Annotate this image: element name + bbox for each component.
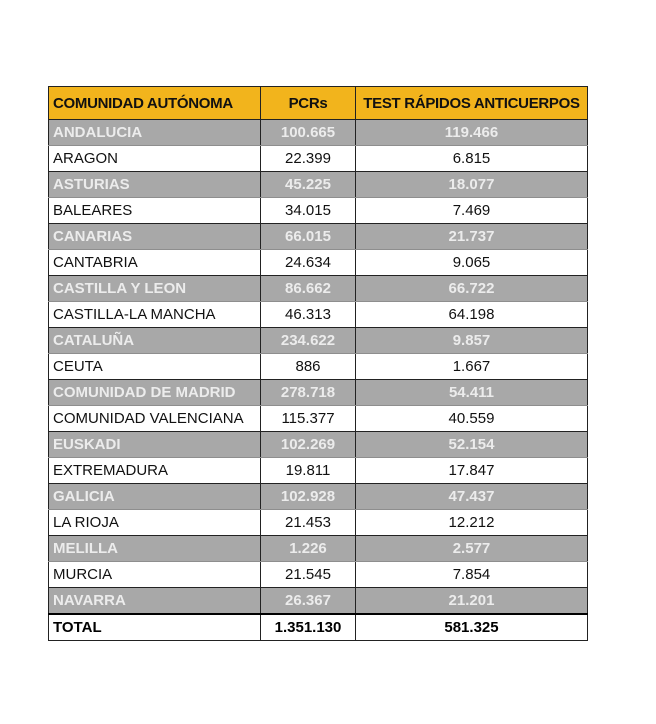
cell-tests: 7.469 bbox=[356, 198, 588, 224]
cell-tests: 9.857 bbox=[356, 328, 588, 354]
total-pcrs: 1.351.130 bbox=[261, 614, 356, 641]
table-row bbox=[49, 120, 588, 146]
cell-comunidad: LA RIOJA bbox=[49, 510, 261, 536]
header-pcrs: PCRs bbox=[261, 87, 356, 120]
cell-comunidad: BALEARES bbox=[49, 198, 261, 224]
cell-tests: 119.466 bbox=[356, 120, 588, 146]
cell-pcrs: 234.622 bbox=[261, 328, 356, 354]
cell-pcrs: 115.377 bbox=[261, 406, 356, 432]
cell-tests: 9.065 bbox=[356, 250, 588, 276]
cell-comunidad: CASTILLA-LA MANCHA bbox=[49, 302, 261, 328]
cell-pcrs: 34.015 bbox=[261, 198, 356, 224]
table-row bbox=[49, 484, 588, 510]
table-header-row bbox=[49, 87, 588, 120]
cell-pcrs: 24.634 bbox=[261, 250, 356, 276]
cell-tests: 47.437 bbox=[356, 484, 588, 510]
table-row bbox=[49, 224, 588, 250]
cell-pcrs: 45.225 bbox=[261, 172, 356, 198]
data-table-container bbox=[48, 86, 587, 641]
cell-tests: 2.577 bbox=[356, 536, 588, 562]
cell-pcrs: 66.015 bbox=[261, 224, 356, 250]
table-row bbox=[49, 536, 588, 562]
total-label: TOTAL bbox=[49, 614, 261, 641]
cell-tests: 54.411 bbox=[356, 380, 588, 406]
cell-pcrs: 46.313 bbox=[261, 302, 356, 328]
cell-pcrs: 886 bbox=[261, 354, 356, 380]
cell-comunidad: ASTURIAS bbox=[49, 172, 261, 198]
cell-pcrs: 21.545 bbox=[261, 562, 356, 588]
cell-tests: 66.722 bbox=[356, 276, 588, 302]
cell-comunidad: CEUTA bbox=[49, 354, 261, 380]
cell-pcrs: 86.662 bbox=[261, 276, 356, 302]
total-tests: 581.325 bbox=[356, 614, 588, 641]
cell-pcrs: 102.269 bbox=[261, 432, 356, 458]
cell-pcrs: 102.928 bbox=[261, 484, 356, 510]
cell-comunidad: CANTABRIA bbox=[49, 250, 261, 276]
table-row bbox=[49, 172, 588, 198]
cell-comunidad: CASTILLA Y LEON bbox=[49, 276, 261, 302]
table-row bbox=[49, 432, 588, 458]
cell-tests: 12.212 bbox=[356, 510, 588, 536]
cell-comunidad: CATALUÑA bbox=[49, 328, 261, 354]
covid-tests-table bbox=[48, 86, 588, 641]
header-comunidad: COMUNIDAD AUTÓNOMA bbox=[49, 87, 261, 120]
table-row bbox=[49, 276, 588, 302]
cell-comunidad: COMUNIDAD VALENCIANA bbox=[49, 406, 261, 432]
table-row bbox=[49, 588, 588, 614]
table-row bbox=[49, 406, 588, 432]
table-row bbox=[49, 562, 588, 588]
cell-tests: 40.559 bbox=[356, 406, 588, 432]
table-row bbox=[49, 302, 588, 328]
table-row bbox=[49, 250, 588, 276]
cell-pcrs: 100.665 bbox=[261, 120, 356, 146]
cell-comunidad: MURCIA bbox=[49, 562, 261, 588]
cell-pcrs: 26.367 bbox=[261, 588, 356, 614]
cell-tests: 21.737 bbox=[356, 224, 588, 250]
table-total-row bbox=[49, 614, 588, 641]
cell-tests: 7.854 bbox=[356, 562, 588, 588]
header-tests: TEST RÁPIDOS ANTICUERPOS bbox=[356, 87, 588, 120]
cell-pcrs: 19.811 bbox=[261, 458, 356, 484]
cell-tests: 1.667 bbox=[356, 354, 588, 380]
cell-comunidad: CANARIAS bbox=[49, 224, 261, 250]
cell-tests: 17.847 bbox=[356, 458, 588, 484]
cell-pcrs: 1.226 bbox=[261, 536, 356, 562]
cell-comunidad: ARAGON bbox=[49, 146, 261, 172]
cell-tests: 52.154 bbox=[356, 432, 588, 458]
cell-comunidad: COMUNIDAD DE MADRID bbox=[49, 380, 261, 406]
cell-tests: 18.077 bbox=[356, 172, 588, 198]
cell-tests: 21.201 bbox=[356, 588, 588, 614]
cell-comunidad: MELILLA bbox=[49, 536, 261, 562]
table-row bbox=[49, 146, 588, 172]
cell-comunidad: ANDALUCIA bbox=[49, 120, 261, 146]
table-row bbox=[49, 380, 588, 406]
cell-comunidad: NAVARRA bbox=[49, 588, 261, 614]
table-row bbox=[49, 198, 588, 224]
table-row bbox=[49, 328, 588, 354]
table-row bbox=[49, 510, 588, 536]
cell-pcrs: 21.453 bbox=[261, 510, 356, 536]
cell-pcrs: 22.399 bbox=[261, 146, 356, 172]
cell-comunidad: GALICIA bbox=[49, 484, 261, 510]
table-row bbox=[49, 354, 588, 380]
cell-tests: 64.198 bbox=[356, 302, 588, 328]
cell-comunidad: EXTREMADURA bbox=[49, 458, 261, 484]
cell-comunidad: EUSKADI bbox=[49, 432, 261, 458]
cell-tests: 6.815 bbox=[356, 146, 588, 172]
table-row bbox=[49, 458, 588, 484]
cell-pcrs: 278.718 bbox=[261, 380, 356, 406]
